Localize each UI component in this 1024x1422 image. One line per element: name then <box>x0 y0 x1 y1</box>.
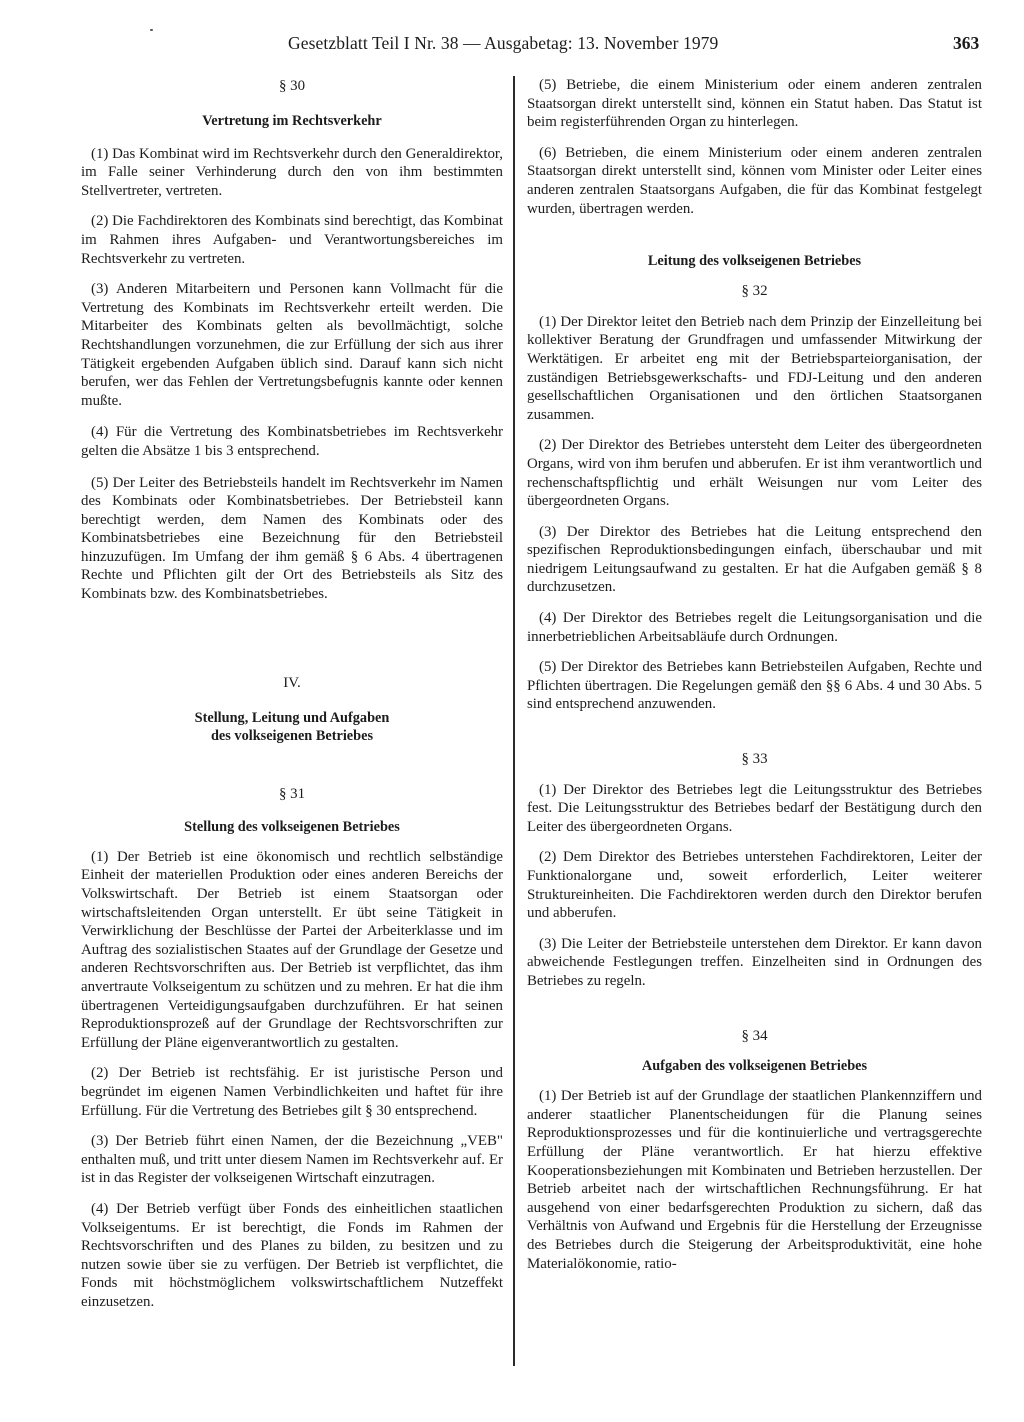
section-32-paragraph-2: (2) Der Direktor des Betriebes untersteht dem Leiter des übergeordneten Organs, wird von ihm berufen und abberufen. Er ist ihm verantwortlich und rechenschaftspflichtig und erhält Weisungen nur vom Leiter des übergeordneten Organs. <box>527 437 982 510</box>
section-30-paragraph-5: (5) Der Leiter des Betriebsteils handelt im Rechtsverkehr im Namen des Kombinats oder Kombinatsbetriebes. Der Betriebsteil kann berechtigt werden, dem Namen des Kombinats oder des Kombinatsbetriebes eine Bezeichnung für den Betriebsteil hinzuzufügen. Im Umfang der ihm gemäß § 6 Abs. 4 übertragenen Rechte und Pflichten gilt der Ort des Betriebsteils als Sitz des Kombinats bzw. des Kombinatsbetriebes. <box>81 474 503 603</box>
section-30-paragraph-1: (1) Das Kombinat wird im Rechtsverkehr durch den Generaldirektor, im Falle seiner Verhinderung durch den von ihm bestimmten Stellvertreter, vertreten. <box>81 145 503 199</box>
section-31-paragraph-6: (6) Betrieben, die einem Ministerium oder einem anderen zentralen Staatsorgan direkt unterstellt sind, können vom Minister oder Leiter eines anderen zentralen Staatsorgans Aufgaben, die für das Kombinat festgelegt wurden, übertragen werden. <box>527 144 982 217</box>
page-header <box>0 33 1024 59</box>
section-31-paragraph-1: (1) Der Betrieb ist eine ökonomisch und rechtlich selbständige Einheit der materiellen Produktion oder eines anderen Bereichs der Volkswirtschaft. Der Betrieb ist einem Staatsorgan oder wirtschaftsleitenden Organ unterstellt. Er übt seine Tätigkeit in Verwirklichung der Beschlüsse der Partei der Arbeiterklasse und im Auftrag des sozialistischen Staates auf der Grundlage der Gesetze und anderen Rechtsvorschriften aus. Der Betrieb ist verpflichtet, das ihm anvertraute Volkseigentum zu schützen und zu mehren. Er hat die ihm übertragenen Verteidigungsaufgaben durchzuführen. Er hat seinen Reproduktionsprozeß auf der Grundlage der Rechtsvorschriften zur Erfüllung der Pläne eigenverantwortlich zu gestalten. <box>81 848 503 1051</box>
leitung-heading: Leitung des volkseigenen Betriebes <box>647 253 862 270</box>
left-column <box>81 74 503 1312</box>
section-34-title: Aufgaben des volkseigenen Betriebes <box>641 1058 868 1075</box>
scan-speck <box>150 29 153 31</box>
section-34-paragraph-1: (1) Der Betrieb ist auf der Grundlage der staatlichen Plankennziffern und anderer staatlicher Planentscheidungen für die Planung seines Reproduktionsprozesses und für die kontinuierliche und vertragsgerechte Erfüllung der Pläne verantwortlich. Er hat hierzu effektive Kooperationsbeziehungen mit Kombinaten und Betrieben herzustellen. Der Betrieb arbeitet nach der wirtschaftlichen Rechnungsführung. Er hat ausgehend von einer bedarfsgerechten Produktion zu sichern, daß das Verhältnis von Aufwand und Ergebnis für die Herstellung der Erzeugnisse des Betriebes durch die Steigerung der Arbeitsproduktivität, eine hohe Materialökonomie, ratio- <box>527 1088 982 1272</box>
page-number: 363 <box>953 33 980 53</box>
section-30-paragraph-3: (3) Anderen Mitarbeitern und Personen kann Vollmacht für die Vertretung des Kombinats im Rechtsverkehr erteilt werden. Die Mitarbeiter des Kombinats gelten als bevollmächtigt, solche Rechtshandlungen vorzunehmen, die zur Erfüllung der sich aus ihrer Tätigkeit ergebenden Aufgaben üblich sind. Darauf kann sich nicht berufen, wer das Fehlen der Vertretungsbefugnis kannte oder kennen mußte. <box>81 281 503 409</box>
section-31-title: Stellung des volkseigenen Betriebes <box>184 818 400 835</box>
section-31-number: § 31 <box>278 786 306 803</box>
column-divider <box>513 76 515 1366</box>
section-30-paragraph-2: (2) Die Fachdirektoren des Kombinats sind berechtigt, das Kombinat im Rahmen ihres Aufgaben- und Verantwortungsbereiches im Rechtsverkehr zu vertreten. <box>81 213 503 267</box>
section-31-paragraph-5: (5) Betriebe, die einem Ministerium oder einem anderen zentralen Staatsorgan direkt unterstellt sind, können ein Statut haben. Das Statut ist beim registerführenden Organ zu hinterlegen. <box>527 77 982 131</box>
section-33-paragraph-2: (2) Dem Direktor des Betriebes unterstehen Fachdirektoren, Leiter der Funktionalorgane und, soweit erforderlich, Leiter weiterer Struktureinheiten. Die Fachdirektoren werden durch den Direktor berufen und abberufen. <box>527 849 982 922</box>
section-30-number: § 30 <box>278 78 306 94</box>
section-33-paragraph-3: (3) Die Leiter der Betriebsteile unterstehen dem Direktor. Er kann davon abweichende Festlegungen treffen. Einzelheiten sind in Ordnungen des Betriebes zu regeln. <box>527 935 982 989</box>
right-column <box>527 74 982 1273</box>
section-34-number: § 34 <box>741 1027 768 1044</box>
section-32-paragraph-4: (4) Der Direktor des Betriebes regelt die Leitungsorganisation und die innerbetrieblichen Arbeitsabläufe durch Ordnungen. <box>527 610 982 645</box>
section-32-paragraph-1: (1) Der Direktor leitet den Betrieb nach dem Prinzip der Einzelleitung bei kollektiver Beratung der Grundfragen und umfassender Mitwirkung der Werktätigen. Er arbeitet eng mit der Betriebsparteiorganisation, der zuständigen Betriebsgewerkschafts- und FDJ-Leitung und den anderen gesellschaftlichen Organisationen und den örtlichen Staatsorganen zusammen. <box>527 313 982 423</box>
section-30-title: Vertretung im Rechtsverkehr <box>202 112 382 129</box>
section-31-paragraph-3: (3) Der Betrieb führt einen Namen, der die Bezeichnung „VEB" enthalten muß, und tritt unter diesem Namen im Rechtsverkehr auf. Er ist in das Register der volkseigenen Wirtschaft einzutragen. <box>81 1133 503 1187</box>
part-number: IV. <box>283 674 301 691</box>
section-31-paragraph-4: (4) Der Betrieb verfügt über Fonds des einheitlichen staatlichen Volkseigentums. Er ist berechtigt, die Fonds im Rahmen der Rechtsvorschriften und des Planes zu bilden, zu besitzen und zu nutzen sowie über sie zu verfügen. Der Betrieb ist verpflichtet, die Fonds mit höchstmöglichem volkswirtschaftlichem Nutzeffekt einzusetzen. <box>81 1200 503 1310</box>
section-30-paragraph-4: (4) Für die Vertretung des Kombinatsbetriebes im Rechtsverkehr gelten die Absätze 1 bis 3 entsprechend. <box>81 424 503 459</box>
section-32-paragraph-3: (3) Der Direktor des Betriebes hat die Leitung entsprechend den spezifischen Reproduktionsbedingungen einfach, überschaubar und mit niedrigem Leitungsaufwand zu gestalten. Er hat die Aufgaben gemäß § 8 durchzusetzen. <box>527 523 982 596</box>
section-33-number: § 33 <box>741 751 768 768</box>
part-title-line-1: Stellung, Leitung und Aufgaben <box>194 710 390 727</box>
section-32-number: § 32 <box>741 283 768 300</box>
gazette-title: Gesetzblatt Teil I Nr. 38 — Ausgabetag: 13. November 1979 <box>288 33 719 53</box>
section-33-paragraph-1: (1) Der Direktor des Betriebes legt die Leitungsstruktur des Betriebes fest. Die Leitungsstruktur des Betriebes bedarf der Bestätigung durch den Leiter des übergeordneten Organs. <box>527 781 982 835</box>
part-title-line-2: des volkseigenen Betriebes <box>210 728 374 745</box>
section-31-paragraph-2: (2) Der Betrieb ist rechtsfähig. Er ist juristische Person und begründet im eigenen Namen Verbindlichkeiten und haftet für ihre Erfüllung. Für die Vertretung des Betriebes gilt § 30 entsprechend. <box>81 1065 503 1119</box>
section-32-paragraph-5: (5) Der Direktor des Betriebes kann Betriebsteilen Aufgaben, Rechte und Pflichten übertragen. Die Regelungen gemäß den §§ 6 Abs. 4 und 30 Abs. 5 sind entsprechend anzuwenden. <box>527 659 982 713</box>
